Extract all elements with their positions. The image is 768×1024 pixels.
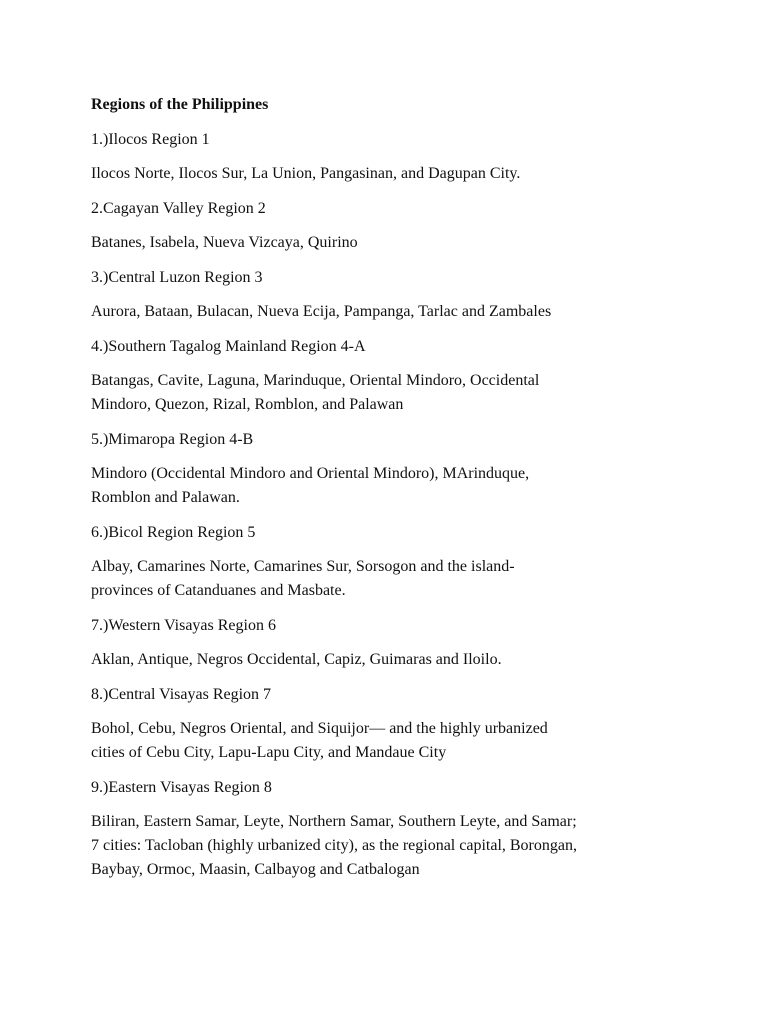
region-provinces: [91, 810, 691, 882]
text-line: Albay, Camarines Norte, Camarines Sur, Sorsogon and the island-: [91, 558, 515, 575]
region-provinces: [91, 648, 691, 672]
text-line: Batanes, Isabela, Nueva Vizcaya, Quirino: [91, 234, 358, 251]
region-provinces: [91, 300, 691, 324]
region-provinces: [91, 462, 691, 510]
text-line: Batangas, Cavite, Laguna, Marinduque, Oriental Mindoro, Occidental: [91, 372, 540, 389]
text-line: Aurora, Bataan, Bulacan, Nueva Ecija, Pampanga, Tarlac and Zambales: [91, 303, 552, 320]
region-heading: 9.)Eastern Visayas Region 8: [91, 778, 272, 796]
text-line: Mindoro (Occidental Mindoro and Oriental Mindoro), MArinduque,: [91, 465, 530, 482]
region-heading: 7.)Western Visayas Region 6: [91, 616, 276, 634]
region-provinces: [91, 369, 691, 417]
document-title: Regions of the Philippines: [91, 96, 269, 113]
text-line: Bohol, Cebu, Negros Oriental, and Siquijor— and the highly urbanized: [91, 720, 548, 737]
region-heading: 2.Cagayan Valley Region 2: [91, 199, 266, 217]
text-line: Ilocos Norte, Ilocos Sur, La Union, Pangasinan, and Dagupan City.: [91, 165, 521, 182]
region-heading: 4.)Southern Tagalog Mainland Region 4-A: [91, 337, 366, 355]
text-line: Aklan, Antique, Negros Occidental, Capiz, Guimaras and Iloilo.: [91, 651, 502, 668]
region-provinces: [91, 231, 691, 255]
text-line: cities of Cebu City, Lapu-Lapu City, and Mandaue City: [91, 744, 447, 761]
text-line: Baybay, Ormoc, Maasin, Calbayog and Catbalogan: [91, 861, 420, 878]
document-content: [91, 93, 691, 893]
region-provinces: [91, 717, 691, 765]
text-line: 7 cities: Tacloban (highly urbanized city), as the regional capital, Borongan,: [91, 837, 577, 854]
region-provinces: [91, 162, 691, 186]
region-heading: 3.)Central Luzon Region 3: [91, 268, 263, 286]
text-line: provinces of Catanduanes and Masbate.: [91, 582, 346, 599]
region-provinces: [91, 555, 691, 603]
text-line: Biliran, Eastern Samar, Leyte, Northern Samar, Southern Leyte, and Samar;: [91, 813, 577, 830]
text-line: Mindoro, Quezon, Rizal, Romblon, and Palawan: [91, 396, 404, 413]
region-heading: 6.)Bicol Region Region 5: [91, 523, 256, 541]
region-heading: 5.)Mimaropa Region 4-B: [91, 430, 254, 448]
region-heading: 1.)Ilocos Region 1: [91, 130, 210, 148]
text-line: Romblon and Palawan.: [91, 489, 240, 506]
region-heading: 8.)Central Visayas Region 7: [91, 685, 272, 703]
